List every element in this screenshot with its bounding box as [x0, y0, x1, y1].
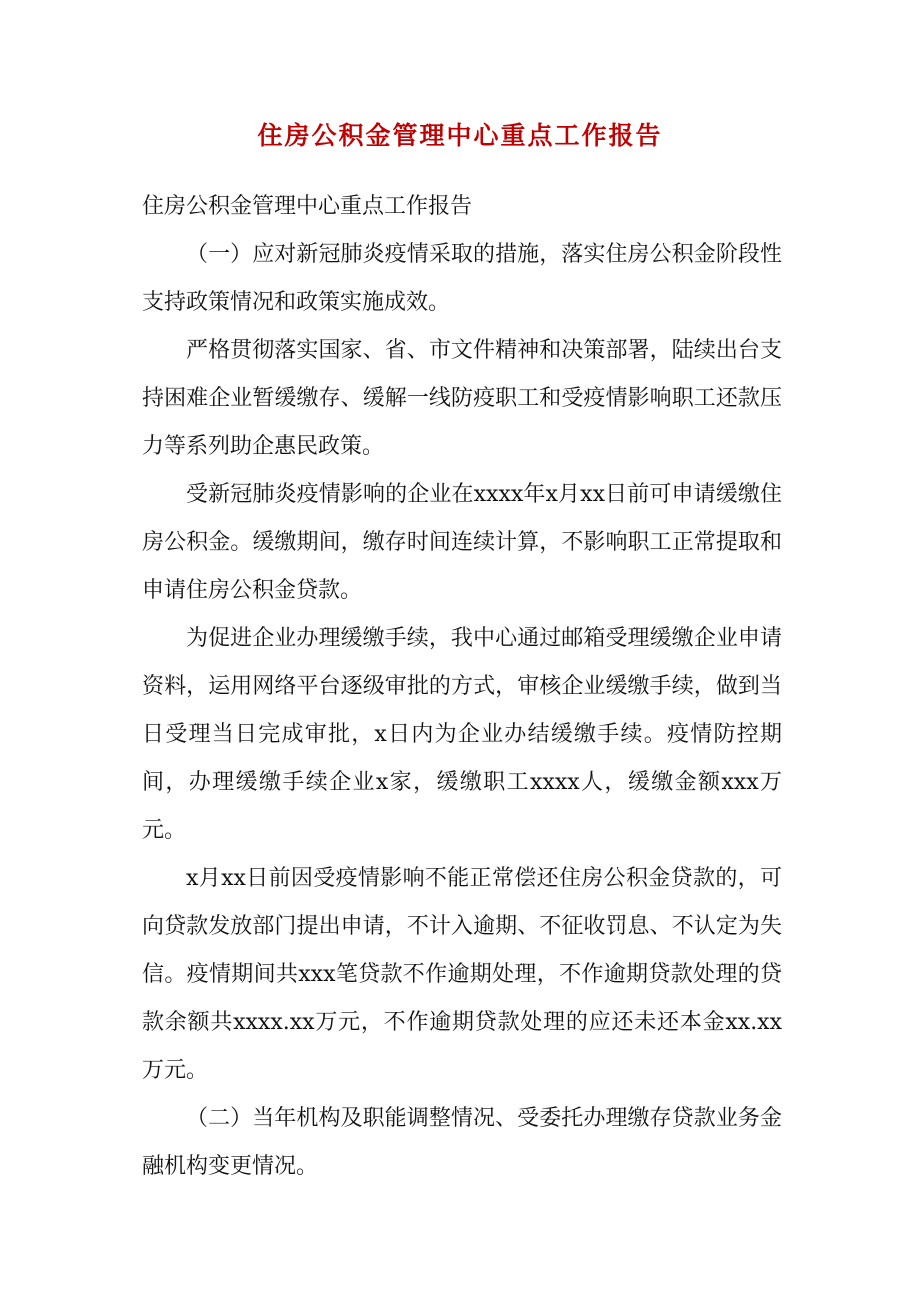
document-body	[142, 183, 782, 1191]
section-one-heading: （一）应对新冠肺炎疫情采取的措施，落实住房公积金阶段性支持政策情况和政策实施成效。	[142, 242, 782, 315]
deferral-paragraph: 受新冠肺炎疫情影响的企业在xxxx年x月xx日前可申请缓缴住房公积金。缓缴期间，缴存时间连续计算，不影响职工正常提取和申请住房公积金贷款。	[142, 482, 782, 603]
processing-paragraph: 为促进企业办理缓缴手续，我中心通过邮箱受理缓缴企业申请资料，运用网络平台逐级审批的方式，审核企业缓缴手续，做到当日受理当日完成审批，x日内为企业办结缓缴手续。疫情防控期间，办理缓缴手续企业x家，缓缴职工xxxx人，缓缴金额xxx万元。	[142, 626, 782, 843]
loan-paragraph: x月xx日前因受疫情影响不能正常偿还住房公积金贷款的，可向贷款发放部门提出申请，不计入逾期、不征收罚息、不认定为失信。疫情期间共xxx笔贷款不作逾期处理，不作逾期贷款处理的贷款余额共xxxx.xx万元，不作逾期贷款处理的应还未还本金xx.xx万元。	[142, 866, 782, 1083]
body-heading-paragraph: 住房公积金管理中心重点工作报告	[142, 194, 473, 219]
section-two-heading: （二）当年机构及职能调整情况、受委托办理缴存贷款业务金融机构变更情况。	[142, 1106, 782, 1179]
document-title: 住房公积金管理中心重点工作报告	[257, 121, 663, 150]
policy-paragraph: 严格贯彻落实国家、省、市文件精神和决策部署，陆续出台支持困难企业暂缓缴存、缓解一线防疫职工和受疫情影响职工还款压力等系列助企惠民政策。	[142, 338, 782, 459]
